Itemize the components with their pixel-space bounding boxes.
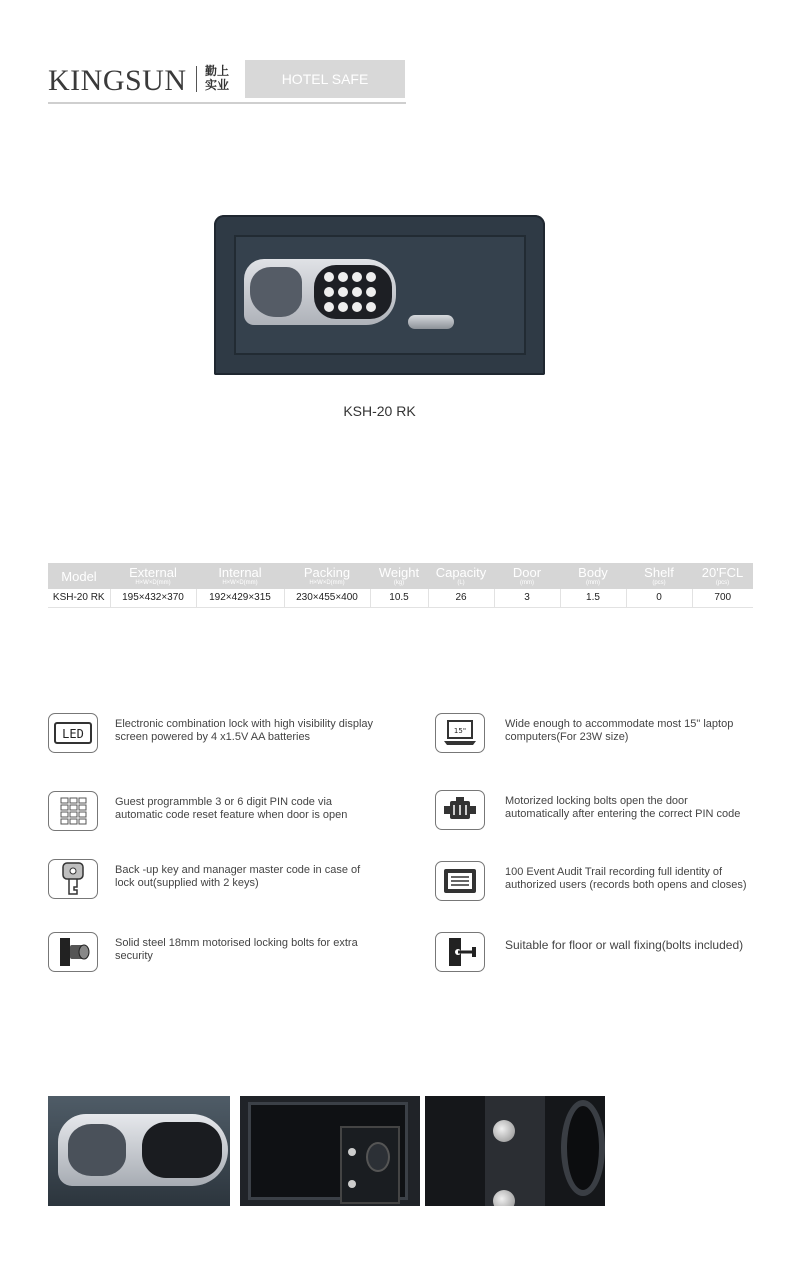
detail-photo-keypad xyxy=(48,1096,230,1206)
cell-external: 195×432×370 xyxy=(110,589,196,607)
motor-icon xyxy=(435,790,485,830)
col-header-internal: Internal H×W×D(mm) xyxy=(196,563,284,589)
feature-item-backup-key xyxy=(48,859,388,909)
cell-model: KSH-20 RK xyxy=(48,589,110,607)
feature-item-lock xyxy=(48,713,388,763)
table-row xyxy=(48,589,753,607)
feature-item-motor xyxy=(435,790,775,840)
col-header-weight: Weight (kg) xyxy=(370,563,428,589)
feature-text: Electronic combination lock with high visibility display screen powered by 4 x1.5V AA batteries xyxy=(115,718,374,743)
col-header-capacity: Capacity (L) xyxy=(428,563,494,589)
feature-item-pin xyxy=(48,791,388,841)
led-display-icon xyxy=(48,713,98,753)
laptop-icon xyxy=(435,713,485,753)
col-header-body: Body (mm) xyxy=(560,563,626,589)
detail-photo-interior xyxy=(240,1096,420,1206)
header-rule xyxy=(48,102,406,104)
feature-text: Solid steel 18mm motorised locking bolts for extra security xyxy=(115,937,358,962)
spec-table xyxy=(48,563,753,608)
cell-body: 1.5 xyxy=(560,589,626,607)
feature-item-laptop xyxy=(435,713,775,763)
brand-cn-line-1: 勤上 xyxy=(205,64,230,78)
cell-internal: 192×429×315 xyxy=(196,589,284,607)
feature-item-audit-trail xyxy=(435,861,775,911)
locking-bolt-icon xyxy=(48,932,98,972)
key-icon xyxy=(48,859,98,899)
feature-text: Guest programmble 3 or 6 digit PIN code via automatic code reset feature when door is open xyxy=(115,796,348,821)
feature-item-fixing xyxy=(435,932,775,982)
svg-text:LED: LED xyxy=(62,727,84,741)
cell-shelf: 0 xyxy=(626,589,692,607)
cell-packing: 230×455×400 xyxy=(284,589,370,607)
col-header-fcl: 20'FCL (pcs) xyxy=(692,563,753,589)
feature-text: 100 Event Audit Trail recording full identity of authorized users (records both opens and closes) xyxy=(505,866,747,891)
feature-text: Wide enough to accommodate most 15" laptop computers(For 23W size) xyxy=(505,718,734,743)
door-edge xyxy=(485,1096,545,1206)
safe-door xyxy=(234,235,526,355)
lock-cylinder xyxy=(561,1100,605,1196)
cell-capacity: 26 xyxy=(428,589,494,607)
page-header xyxy=(48,58,408,106)
svg-text:15": 15" xyxy=(453,727,467,735)
spec-table-header xyxy=(48,563,753,589)
feature-text: Back -up key and manager master code in case of lock out(supplied with 2 keys) xyxy=(115,864,361,889)
cell-weight: 10.5 xyxy=(370,589,428,607)
detail-photo-bolts xyxy=(425,1096,605,1206)
keypad-panel xyxy=(244,259,396,325)
brand-logo: KINGSUN xyxy=(48,64,187,97)
category-tag: HOTEL SAFE xyxy=(245,60,405,98)
col-header-door: Door (mm) xyxy=(494,563,560,589)
product-image-safe xyxy=(214,215,545,375)
feature-text: Suitable for floor or wall fixing(bolts included) xyxy=(505,938,744,952)
col-header-model: Model xyxy=(48,563,110,589)
cell-door: 3 xyxy=(494,589,560,607)
brand-cn-line-2: 实业 xyxy=(205,78,230,92)
col-header-external: External H×W×D(mm) xyxy=(110,563,196,589)
door-inside-panel xyxy=(340,1126,400,1204)
keypad xyxy=(314,265,392,319)
display-window xyxy=(250,267,302,317)
col-header-shelf: Shelf (pcs) xyxy=(626,563,692,589)
feature-text: Motorized locking bolts open the door automatically after entering the correct PIN code xyxy=(505,795,741,820)
keyhole-cover xyxy=(408,315,454,329)
audit-trail-icon xyxy=(435,861,485,901)
keypad-icon xyxy=(48,791,98,831)
feature-item-steel-bolts xyxy=(48,932,388,982)
wall-fixing-icon xyxy=(435,932,485,972)
col-header-packing: Packing H×W×D(mm) xyxy=(284,563,370,589)
keypad-panel-closeup xyxy=(58,1114,228,1186)
brand-divider xyxy=(196,66,197,92)
product-caption: KSH-20 RK xyxy=(343,403,416,419)
brand-chinese-name xyxy=(205,64,235,92)
cell-fcl: 700 xyxy=(692,589,753,607)
